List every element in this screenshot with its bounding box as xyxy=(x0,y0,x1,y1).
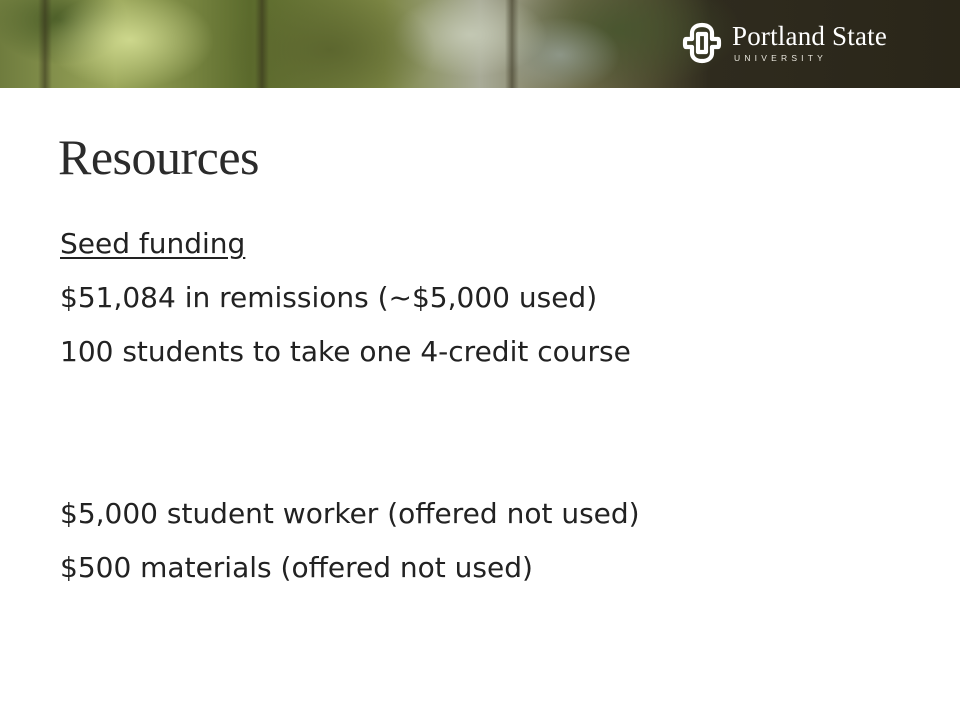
slide-body xyxy=(60,222,920,600)
university-logo xyxy=(682,22,887,64)
bullet-line: $5,000 student worker (offered not used) xyxy=(60,497,640,530)
portland-state-mark-icon xyxy=(682,22,722,64)
banner-photo-detail xyxy=(255,0,269,88)
bullet-line: $51,084 in remissions (~$5,000 used) xyxy=(60,281,598,314)
banner-photo-detail xyxy=(505,0,519,88)
slide-title: Resources xyxy=(58,129,259,185)
header-banner xyxy=(0,0,960,88)
bullet-line: 100 students to take one 4-credit course xyxy=(60,335,631,368)
bullet-line: $500 materials (offered not used) xyxy=(60,551,533,584)
logo-name: Portland State xyxy=(732,21,888,52)
spacer xyxy=(60,384,920,492)
section-heading: Seed funding xyxy=(60,227,246,260)
logo-subtitle: UNIVERSITY xyxy=(734,53,828,64)
banner-photo-detail xyxy=(38,0,52,88)
